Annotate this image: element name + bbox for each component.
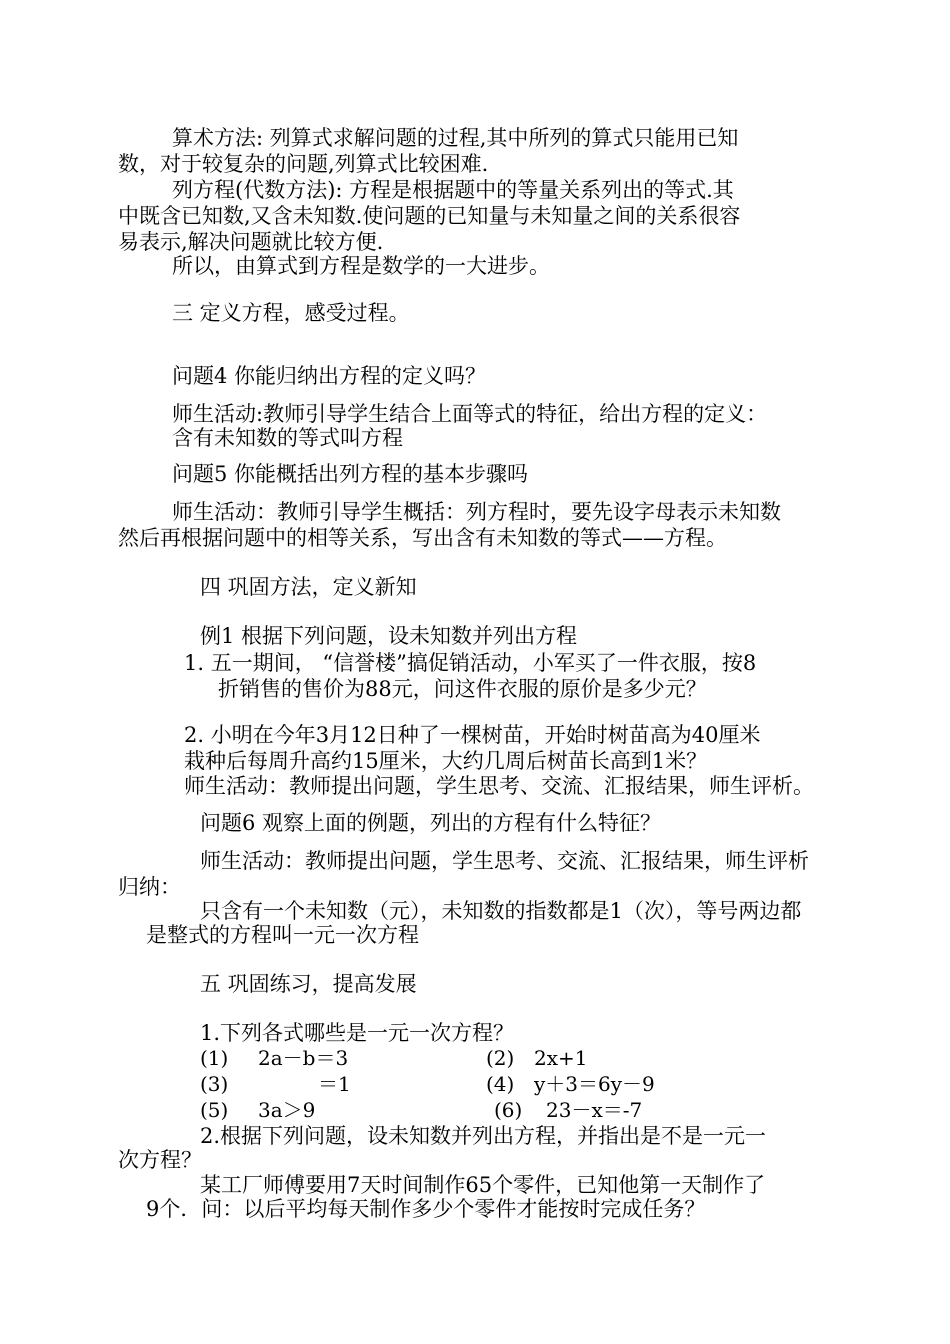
paragraph-line: 算术方法: 列算式求解问题的过程,其中所列的算式只能用已知	[172, 126, 739, 150]
example-item-cont: 栽种后每周升高约15厘米，大约几周后树苗长高到1米？	[184, 749, 708, 773]
paragraph-line: 归纳：	[118, 875, 181, 899]
option-expression: 3a＞9	[258, 1098, 316, 1122]
exercise-heading: 1.下列各式哪些是一元一次方程？	[200, 1021, 515, 1045]
paragraph-line: 师生活动:教师引导学生结合上面等式的特征，给出方程的定义：	[172, 402, 768, 426]
paragraph-line: 所以，由算式到方程是数学的一大进步。	[172, 254, 550, 278]
paragraph-line: 师生活动：教师提出问题，学生思考、交流、汇报结果，师生评析。	[184, 774, 814, 798]
paragraph-line: 列方程(代数方法): 方程是根据题中的等量关系列出的等式.其	[172, 178, 734, 202]
option-number: (2)	[486, 1046, 515, 1070]
section-heading: 五 巩固练习，提高发展	[200, 972, 417, 996]
option-expression: ＝1	[318, 1072, 351, 1096]
paragraph-line: 含有未知数的等式叫方程	[172, 426, 403, 450]
option-number: (1)	[200, 1046, 229, 1070]
paragraph-line: 师生活动：教师引导学生概括：列方程时，要先设字母表示未知数	[172, 500, 781, 524]
option-expression: 2a－b＝3	[258, 1046, 349, 1070]
paragraph-line: 9个．问：以后平均每天制作多少个零件才能按时完成任务？	[146, 1197, 706, 1221]
example-item: 2. 小明在今年3月12日种了一棵树苗，开始时树苗高为40厘米	[184, 723, 761, 747]
question-line: 问题6 观察上面的例题，列出的方程有什么特征？	[200, 811, 662, 835]
option-number: (3)	[200, 1072, 229, 1096]
paragraph-line: 某工厂师傅要用7天时间制作65个零件，已知他第一天制作了	[200, 1173, 766, 1197]
option-number: (4)	[486, 1072, 515, 1096]
section-heading: 四 巩固方法，定义新知	[200, 575, 417, 599]
paragraph-line: 易表示,解决问题就比较方便.	[118, 230, 384, 254]
option-expression: 2x+1	[534, 1046, 588, 1070]
exercise-heading-cont: 次方程？	[118, 1148, 202, 1172]
paragraph-line: 然后再根据问题中的相等关系，写出含有未知数的等式——方程。	[118, 526, 727, 550]
paragraph-line: 数，对于较复杂的问题,列算式比较困难.	[118, 152, 489, 176]
definition-line: 只含有一个未知数（元），未知数的指数都是1（次），等号两边都	[200, 899, 802, 923]
exercise-heading: 2.根据下列问题，设未知数并列出方程，并指出是不是一元一	[200, 1124, 767, 1148]
option-number: (6)	[494, 1098, 523, 1122]
definition-line: 是整式的方程叫一元一次方程	[146, 923, 419, 947]
example-item: 1. 五一期间， “信誉楼”搞促销活动，小军买了一件衣服，按8	[184, 651, 757, 675]
question-line: 问题5 你能概括出列方程的基本步骤吗	[172, 462, 529, 486]
paragraph-line: 师生活动：教师提出问题，学生思考、交流、汇报结果，师生评析	[200, 849, 809, 873]
section-heading: 三 定义方程，感受过程。	[172, 301, 410, 325]
example-heading: 例1 根据下列问题，设未知数并列出方程	[200, 624, 578, 648]
question-line: 问题4 你能归纳出方程的定义吗？	[172, 364, 487, 388]
option-expression: y＋3＝6y－9	[534, 1072, 655, 1096]
option-number: (5)	[200, 1098, 229, 1122]
option-expression: 23－x＝-7	[546, 1098, 643, 1122]
paragraph-line: 中既含已知数,又含未知数.使问题的已知量与未知量之间的关系很容	[118, 204, 741, 228]
example-item-cont: 折销售的售价为88元，问这件衣服的原价是多少元？	[218, 677, 707, 701]
